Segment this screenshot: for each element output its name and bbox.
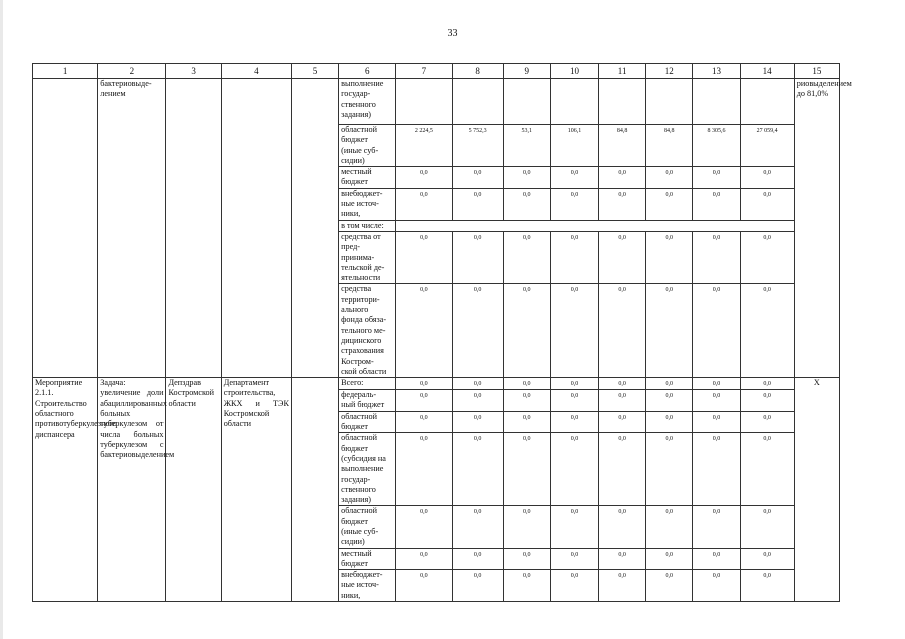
value-cell: 0,0 <box>452 570 503 602</box>
col15-cell: риовыделением до 81,0% <box>794 79 839 378</box>
value-cell: 0,0 <box>396 231 452 283</box>
column-header: 12 <box>646 64 693 79</box>
value-cell: 0,0 <box>396 390 452 412</box>
value-cell: 0,0 <box>740 390 794 412</box>
source-label: средства от пред- принима- тельской де- ятельности <box>339 231 396 283</box>
column-header: 9 <box>503 64 550 79</box>
scan-edge <box>0 0 3 639</box>
value-cell: 0,0 <box>646 548 693 570</box>
table-row <box>33 378 840 390</box>
value-cell: 0,0 <box>693 188 740 220</box>
value-cell: 84,8 <box>646 125 693 167</box>
value-cell <box>599 79 646 125</box>
value-cell: 0,0 <box>740 188 794 220</box>
value-cell <box>503 79 550 125</box>
value-cell <box>693 79 740 125</box>
column-header: 1 <box>33 64 98 79</box>
value-cell: 0,0 <box>503 284 550 378</box>
source-label: Всего: <box>339 378 396 390</box>
value-cell: 53,1 <box>503 125 550 167</box>
value-cell: 0,0 <box>452 411 503 433</box>
value-cell: 0,0 <box>396 433 452 506</box>
source-label: внебюджет- ные источ- ники, <box>339 570 396 602</box>
page-number: 33 <box>447 28 458 39</box>
source-label: выполнение государ- ственного задания) <box>339 79 396 125</box>
value-cell: 0,0 <box>740 433 794 506</box>
value-cell: 0,0 <box>599 231 646 283</box>
value-cell: 0,0 <box>646 390 693 412</box>
column-header: 13 <box>693 64 740 79</box>
source-label: в том числе: <box>339 220 396 231</box>
value-cell: 0,0 <box>693 378 740 390</box>
column-header: 4 <box>221 64 291 79</box>
value-cell: 0,0 <box>646 231 693 283</box>
value-cell: 0,0 <box>740 570 794 602</box>
value-cell: 0,0 <box>452 378 503 390</box>
value-cell: 0,0 <box>599 411 646 433</box>
value-cell: 0,0 <box>503 167 550 189</box>
column-header: 10 <box>550 64 598 79</box>
value-cell: 0,0 <box>693 433 740 506</box>
column-header: 6 <box>339 64 396 79</box>
value-cell: 0,0 <box>452 284 503 378</box>
value-cell: 0,0 <box>740 378 794 390</box>
value-cell: 84,8 <box>599 125 646 167</box>
budget-table <box>32 63 852 602</box>
value-cell: 0,0 <box>740 411 794 433</box>
value-cell: 0,0 <box>550 390 598 412</box>
value-cell: 0,0 <box>646 506 693 548</box>
value-cell: 0,0 <box>503 390 550 412</box>
source-label: местный бюджет <box>339 548 396 570</box>
value-cell: 0,0 <box>452 188 503 220</box>
col3-cell: Депздрав Костромской области <box>166 378 221 602</box>
value-cell: 0,0 <box>693 284 740 378</box>
value-cell <box>452 79 503 125</box>
value-cell: 0,0 <box>550 570 598 602</box>
source-label: областной бюджет (субсидия на выполнение государ- ственного задания) <box>339 433 396 506</box>
source-label: средства территори- ального фонда обяза- тельного ме- дицинского страхования Костром- ской области <box>339 284 396 378</box>
value-cell: 0,0 <box>646 570 693 602</box>
source-label: областной бюджет (иные суб- сидии) <box>339 125 396 167</box>
table-row <box>33 79 840 125</box>
value-cell: 0,0 <box>396 506 452 548</box>
column-header: 15 <box>794 64 839 79</box>
value-cell: 0,0 <box>550 433 598 506</box>
col1-cell: Мероприятие 2.1.1. Строительство областного противотуберкулезного диспансера <box>33 378 98 602</box>
value-cell: 0,0 <box>646 188 693 220</box>
source-label: областной бюджет (иные суб- сидии) <box>339 506 396 548</box>
value-cell: 0,0 <box>396 284 452 378</box>
value-cell: 0,0 <box>646 378 693 390</box>
value-cell: 0,0 <box>646 411 693 433</box>
value-cell: 0,0 <box>550 167 598 189</box>
value-cell: 0,0 <box>693 167 740 189</box>
value-cell: 0,0 <box>740 284 794 378</box>
value-cell: 0,0 <box>550 548 598 570</box>
column-header: 8 <box>452 64 503 79</box>
value-cell: 0,0 <box>550 284 598 378</box>
value-cell: 0,0 <box>550 506 598 548</box>
value-cell: 0,0 <box>550 188 598 220</box>
value-cell: 0,0 <box>550 378 598 390</box>
value-cell: 0,0 <box>503 378 550 390</box>
value-cell: 2 224,5 <box>396 125 452 167</box>
value-cell: 0,0 <box>599 570 646 602</box>
column-header: 2 <box>98 64 166 79</box>
value-cell: 0,0 <box>599 188 646 220</box>
value-cell: 0,0 <box>693 231 740 283</box>
value-cell: 8 305,6 <box>693 125 740 167</box>
value-cell: 0,0 <box>599 167 646 189</box>
value-cell: 0,0 <box>693 390 740 412</box>
col1-cell <box>33 79 98 378</box>
value-cell: 0,0 <box>693 411 740 433</box>
value-cell: 0,0 <box>550 411 598 433</box>
value-cell: 0,0 <box>646 433 693 506</box>
value-cell: 5 752,3 <box>452 125 503 167</box>
column-header: 14 <box>740 64 794 79</box>
value-cell: 106,1 <box>550 125 598 167</box>
column-header: 5 <box>291 64 338 79</box>
value-cell: 27 059,4 <box>740 125 794 167</box>
value-cell: 0,0 <box>396 378 452 390</box>
col2-cell: бактериовыде- лением <box>98 79 166 378</box>
col5-cell <box>291 378 338 602</box>
value-cell: 0,0 <box>740 506 794 548</box>
source-label: внебюджет- ные источ- ники, <box>339 188 396 220</box>
value-cell: 0,0 <box>740 231 794 283</box>
value-cell: 0,0 <box>599 378 646 390</box>
value-cell: 0,0 <box>503 548 550 570</box>
value-cell: 0,0 <box>396 548 452 570</box>
col3-cell <box>166 79 221 378</box>
value-cell <box>396 79 452 125</box>
source-label: федераль- ный бюджет <box>339 390 396 412</box>
col4-cell: Департамент строительства, ЖКХ и ТЭК Костромской области <box>221 378 291 602</box>
source-label: местный бюджет <box>339 167 396 189</box>
value-cell <box>646 79 693 125</box>
value-cell: 0,0 <box>599 506 646 548</box>
value-cell: 0,0 <box>693 506 740 548</box>
col2-cell: Задача: увеличение доли абациллированных больных туберкулезом от числа больных туберкулезом с бактериовыделением <box>98 378 166 602</box>
value-cell: 0,0 <box>693 570 740 602</box>
value-cell: 0,0 <box>452 390 503 412</box>
value-cell: 0,0 <box>396 411 452 433</box>
value-cell: 0,0 <box>452 167 503 189</box>
value-cell: 0,0 <box>740 167 794 189</box>
column-header: 11 <box>599 64 646 79</box>
value-cell: 0,0 <box>503 231 550 283</box>
value-cell: 0,0 <box>503 411 550 433</box>
source-label: областной бюджет <box>339 411 396 433</box>
value-cell: 0,0 <box>452 231 503 283</box>
value-cell: 0,0 <box>503 506 550 548</box>
value-cell: 0,0 <box>452 506 503 548</box>
value-cell: 0,0 <box>550 231 598 283</box>
value-cell: 0,0 <box>599 284 646 378</box>
value-cell: 0,0 <box>599 548 646 570</box>
value-cell: 0,0 <box>740 548 794 570</box>
empty-span <box>396 220 794 231</box>
col4-cell <box>221 79 291 378</box>
col15-cell: X <box>794 378 839 602</box>
value-cell: 0,0 <box>693 548 740 570</box>
value-cell: 0,0 <box>599 433 646 506</box>
value-cell: 0,0 <box>503 570 550 602</box>
value-cell: 0,0 <box>646 284 693 378</box>
value-cell: 0,0 <box>599 390 646 412</box>
value-cell: 0,0 <box>503 188 550 220</box>
value-cell: 0,0 <box>452 548 503 570</box>
value-cell: 0,0 <box>396 167 452 189</box>
value-cell: 0,0 <box>396 570 452 602</box>
value-cell: 0,0 <box>646 167 693 189</box>
value-cell <box>740 79 794 125</box>
value-cell <box>550 79 598 125</box>
header-row <box>33 64 840 79</box>
col5-cell <box>291 79 338 378</box>
column-header: 7 <box>396 64 452 79</box>
value-cell: 0,0 <box>503 433 550 506</box>
value-cell: 0,0 <box>452 433 503 506</box>
value-cell: 0,0 <box>396 188 452 220</box>
column-header: 3 <box>166 64 221 79</box>
